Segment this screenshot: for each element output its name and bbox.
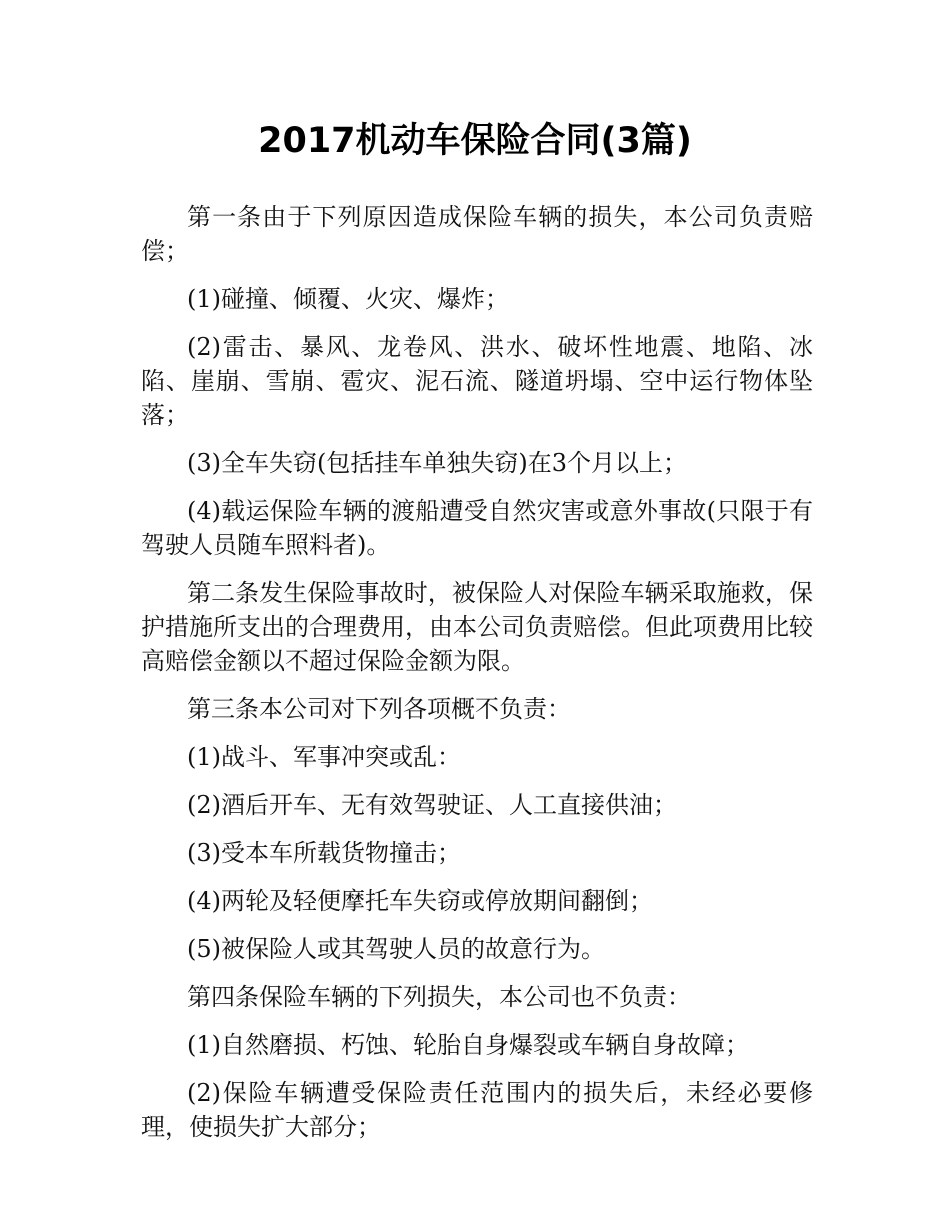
paragraph-item-1-4: (4)载运保险车辆的渡船遭受自然灾害或意外事故(只限于有驾驶人员随车照料者)。 xyxy=(141,497,813,559)
paragraph-item-1-2: (2)雷击、暴风、龙卷风、洪水、破坏性地震、地陷、冰陷、崖崩、雪崩、雹灾、泥石流、隧道坍塌、空中运行物体坠落； xyxy=(141,333,813,429)
paragraph-item-3-5: (5)被保险人或其驾驶人员的故意行为。 xyxy=(187,935,605,963)
paragraph-article-1: 第一条由于下列原因造成保险车辆的损失，本公司负责赔偿； xyxy=(141,203,813,265)
paragraph-item-1-3: (3)全车失窃(包括挂车单独失窃)在3个月以上； xyxy=(187,449,687,477)
paragraph-article-2: 第二条发生保险事故时，被保险人对保险车辆采取施救，保护措施所支出的合理费用，由本公司负责赔偿。但此项费用比较高赔偿金额以不超过保险金额为限。 xyxy=(141,579,813,675)
paragraph-item-3-3: (3)受本车所载货物撞击； xyxy=(187,839,461,867)
paragraph-item-4-1: (1)自然磨损、朽蚀、轮胎自身爆裂或车辆自身故障； xyxy=(187,1031,749,1059)
paragraph-article-3: 第三条本公司对下列各项概不负责： xyxy=(187,695,571,723)
document-body xyxy=(141,200,813,1158)
paragraph-article-4: 第四条保险车辆的下列损失，本公司也不负责： xyxy=(187,983,691,1011)
paragraph-item-4-2: (2)保险车辆遭受保险责任范围内的损失后，未经必要修理，使损失扩大部分； xyxy=(141,1079,813,1141)
paragraph-item-1-1: (1)碰撞、倾覆、火灾、爆炸； xyxy=(187,285,509,313)
paragraph-item-3-4: (4)两轮及轻便摩托车失窃或停放期间翻倒； xyxy=(187,887,653,915)
paragraph-item-3-2: (2)酒后开车、无有效驾驶证、人工直接供油； xyxy=(187,791,677,819)
document-title: 2017机动车保险合同(3篇) xyxy=(258,121,692,161)
paragraph-item-3-1: (1)战斗、军事冲突或乱： xyxy=(187,743,461,771)
